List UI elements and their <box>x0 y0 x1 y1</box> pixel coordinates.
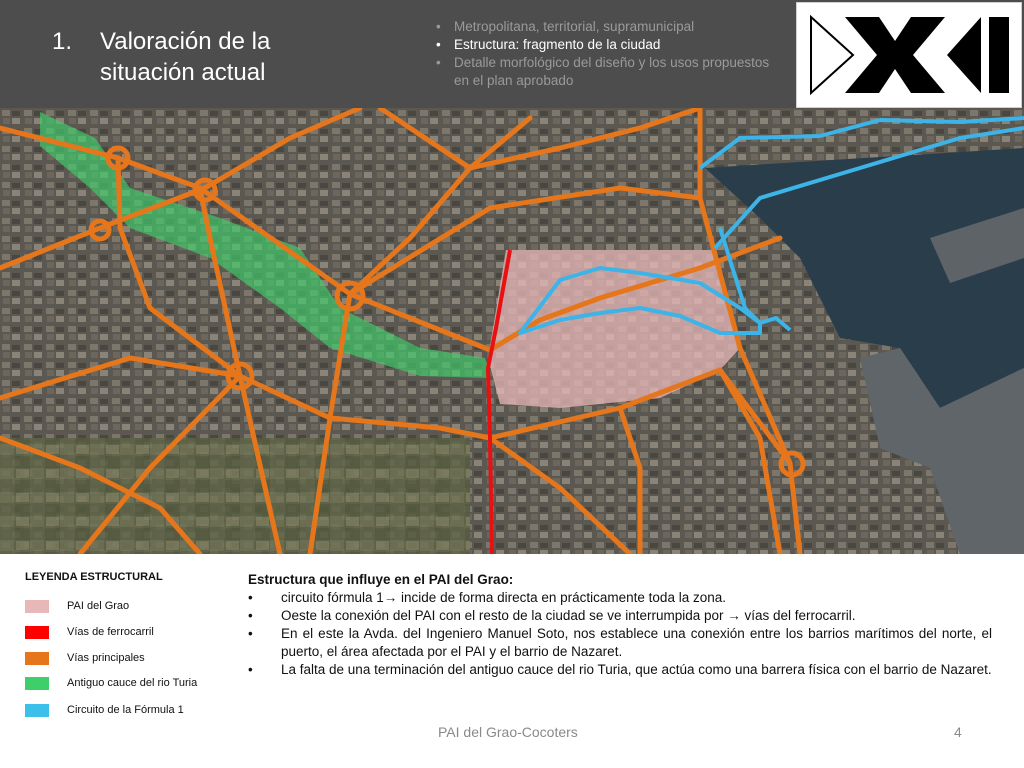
aerial-map <box>0 108 1024 554</box>
header-bullet-text: Metropolitana, territorial, supramunicipal <box>454 19 695 34</box>
body-bullet-list <box>248 589 992 679</box>
bullet-icon: • <box>248 590 253 605</box>
title-line-1: Valoración de la <box>100 28 271 55</box>
body-bullet-item <box>248 607 992 625</box>
bullet-icon: • <box>436 37 441 52</box>
bullet-4-text: La falta de una terminación del antiguo cauce del rio Turia, que actúa como una barrera física con el barrio de Nazaret. <box>281 662 992 677</box>
body-bullet-item <box>248 625 992 661</box>
header-bullet-list <box>436 18 786 90</box>
title-number: 1. <box>52 28 73 55</box>
header-bullet-text: Estructura: fragmento de la ciudad <box>454 37 661 52</box>
header-bullet-item <box>436 54 786 90</box>
bullet-1-start: circuito fórmula 1 <box>281 590 384 605</box>
body-bullet-item <box>248 589 992 607</box>
header-bullet-item <box>436 18 786 36</box>
legend-swatch-pai <box>25 600 49 613</box>
legend-label-roads: Vías principales <box>67 652 145 664</box>
bullet-2-start: Oeste la conexión del PAI con el resto de la ciudad se ve interrumpida por <box>281 608 728 623</box>
body-heading: Estructura que influye en el PAI del Grao: <box>248 572 514 587</box>
bullet-1-end: incide de forma directa en prácticamente toda la zona. <box>397 590 726 605</box>
body-bullet-item <box>248 661 992 679</box>
slide-header <box>0 0 1024 108</box>
bullet-icon: • <box>248 608 253 623</box>
legend-title: LEYENDA ESTRUCTURAL <box>25 571 163 583</box>
legend-swatch-f1 <box>25 704 49 717</box>
arrow-right-icon: → <box>727 608 741 623</box>
bullet-icon: • <box>248 626 253 641</box>
bullet-icon: • <box>248 662 253 677</box>
legend-label-rail: Vías de ferrocarril <box>67 626 154 638</box>
body-text <box>248 571 992 679</box>
arrow-right-icon: → <box>383 590 398 605</box>
slide-title <box>52 26 270 88</box>
legend-swatch-turia <box>25 677 49 690</box>
bullet-3-text: En el este la Avda. del Ingeniero Manuel Soto, nos establece una conexión entre los barrios marítimos del norte, el puerto, el área afectada por el PAI y el barrio de Nazaret. <box>281 626 992 659</box>
legend-swatch-roads <box>25 652 49 665</box>
footer-text: PAI del Grao-Cocoters <box>438 724 578 740</box>
legend-label-pai: PAI del Grao <box>67 600 130 612</box>
map-farmland <box>0 438 470 554</box>
page-number: 4 <box>954 724 962 740</box>
header-bullet-text: Detalle morfológico del diseño y los usos propuestos en el plan aprobado <box>454 55 770 88</box>
legend-swatch-rail <box>25 626 49 639</box>
logo <box>796 2 1022 108</box>
bullet-icon: • <box>436 55 441 70</box>
header-bullet-item <box>436 36 786 54</box>
legend-label-f1: Circuito de la Fórmula 1 <box>67 704 184 716</box>
bullet-2-end: vías del ferrocarril. <box>740 608 856 623</box>
legend-label-turia: Antiguo cauce del rio Turia <box>67 677 198 689</box>
bullet-icon: • <box>436 19 441 34</box>
title-line-2: situación actual <box>100 59 266 86</box>
logo-mark-icon <box>797 3 1021 107</box>
